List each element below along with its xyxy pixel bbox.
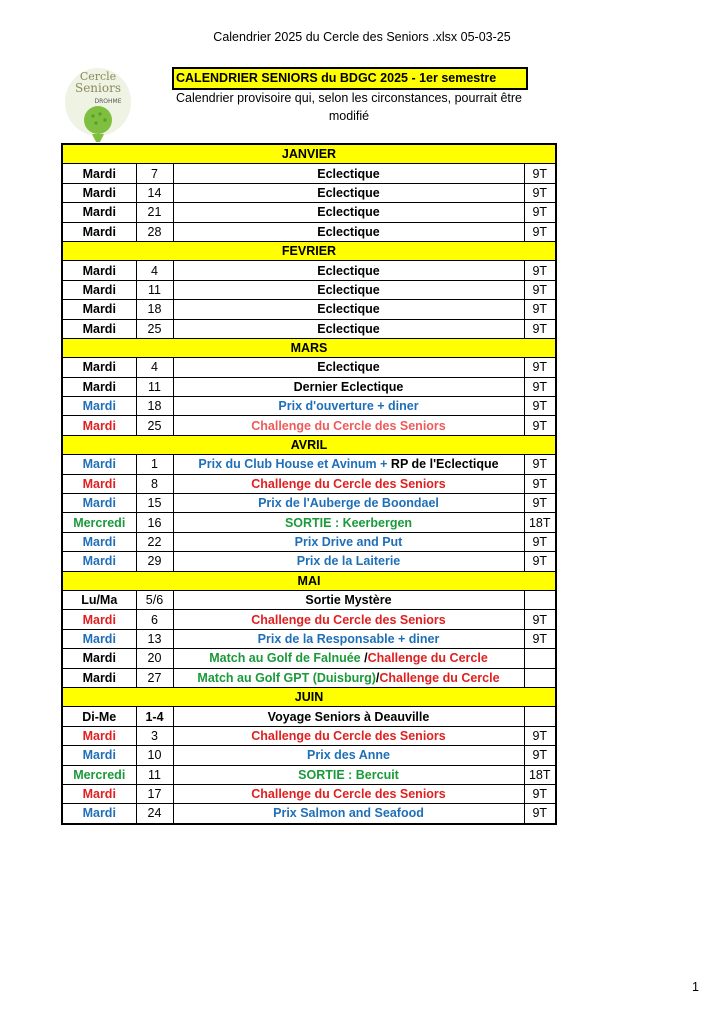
event-text-segment: Voyage Seniors à Deauville bbox=[267, 709, 430, 724]
event-day: Mardi bbox=[62, 280, 136, 299]
event-holes: 9T bbox=[524, 784, 556, 803]
event-date: 25 bbox=[136, 319, 173, 338]
event-holes: 9T bbox=[524, 358, 556, 377]
event-holes: 9T bbox=[524, 319, 556, 338]
cercle-des-seniors-logo bbox=[62, 62, 134, 144]
event-day: Mardi bbox=[62, 416, 136, 435]
event-text-segment: Eclectique bbox=[317, 302, 380, 317]
event-date: 11 bbox=[136, 377, 173, 396]
month-name: FEVRIER bbox=[62, 241, 556, 260]
event-name bbox=[173, 513, 524, 532]
event-text-segment: Prix Salmon and Seafood bbox=[273, 806, 424, 821]
svg-text:Seniors: Seniors bbox=[74, 81, 122, 95]
event-day: Mercredi bbox=[62, 765, 136, 784]
event-text-segment: Eclectique bbox=[317, 263, 380, 278]
event-name bbox=[173, 397, 524, 416]
event-text-segment: Match au Golf GPT (Duisburg) bbox=[197, 670, 376, 685]
event-row bbox=[62, 183, 556, 202]
event-name bbox=[173, 552, 524, 571]
event-day: Mardi bbox=[62, 784, 136, 803]
event-holes bbox=[524, 590, 556, 609]
event-row bbox=[62, 358, 556, 377]
month-header-row bbox=[62, 241, 556, 260]
event-date: 13 bbox=[136, 629, 173, 648]
event-date: 18 bbox=[136, 300, 173, 319]
event-date: 4 bbox=[136, 358, 173, 377]
event-row bbox=[62, 416, 556, 435]
event-row bbox=[62, 474, 556, 493]
event-holes: 18T bbox=[524, 765, 556, 784]
event-day: Mardi bbox=[62, 164, 136, 183]
event-text-segment: Eclectique bbox=[317, 185, 380, 200]
event-day: Mardi bbox=[62, 300, 136, 319]
event-name bbox=[173, 280, 524, 299]
event-holes bbox=[524, 649, 556, 668]
event-text-segment: Eclectique bbox=[317, 205, 380, 220]
event-holes: 9T bbox=[524, 183, 556, 202]
month-name: MAI bbox=[62, 571, 556, 590]
event-text-segment: Challenge du Cercle des Seniors bbox=[251, 476, 446, 491]
event-date: 28 bbox=[136, 222, 173, 241]
event-text-segment: Eclectique bbox=[317, 282, 380, 297]
event-text-segment: Challenge du Cercle bbox=[379, 670, 500, 685]
event-date: 1 bbox=[136, 455, 173, 474]
calendar-table bbox=[61, 143, 557, 825]
event-name bbox=[173, 183, 524, 202]
svg-text:DROHME: DROHME bbox=[94, 98, 122, 105]
event-text-segment: Prix de l'Auberge de Boondael bbox=[258, 496, 439, 511]
event-row bbox=[62, 726, 556, 745]
event-holes: 9T bbox=[524, 164, 556, 183]
event-day: Mardi bbox=[62, 261, 136, 280]
event-day: Mardi bbox=[62, 649, 136, 668]
event-text-segment: SORTIE : Keerbergen bbox=[284, 515, 413, 530]
event-date: 10 bbox=[136, 746, 173, 765]
page-number: 1 bbox=[692, 980, 699, 994]
event-holes: 9T bbox=[524, 222, 556, 241]
event-date: 4 bbox=[136, 261, 173, 280]
event-holes: 9T bbox=[524, 629, 556, 648]
event-name bbox=[173, 649, 524, 668]
event-holes: 9T bbox=[524, 377, 556, 396]
event-row bbox=[62, 707, 556, 726]
month-header-row bbox=[62, 687, 556, 706]
event-row bbox=[62, 765, 556, 784]
event-holes: 9T bbox=[524, 300, 556, 319]
event-holes: 9T bbox=[524, 746, 556, 765]
event-row bbox=[62, 629, 556, 648]
event-date: 6 bbox=[136, 610, 173, 629]
event-holes: 9T bbox=[524, 552, 556, 571]
event-holes: 9T bbox=[524, 474, 556, 493]
event-day: Mardi bbox=[62, 494, 136, 513]
event-text-segment: Challenge du Cercle bbox=[367, 651, 488, 666]
event-name bbox=[173, 319, 524, 338]
event-holes: 9T bbox=[524, 203, 556, 222]
event-date: 18 bbox=[136, 397, 173, 416]
event-text-segment: Prix des Anne bbox=[307, 748, 390, 763]
event-date: 11 bbox=[136, 765, 173, 784]
event-day: Mardi bbox=[62, 222, 136, 241]
event-row bbox=[62, 668, 556, 687]
event-name bbox=[173, 494, 524, 513]
event-name bbox=[173, 804, 524, 824]
event-text-segment: Prix du Club House et Avinum + bbox=[198, 457, 391, 472]
event-day: Lu/Ma bbox=[62, 590, 136, 609]
event-day: Di-Me bbox=[62, 707, 136, 726]
event-row bbox=[62, 590, 556, 609]
event-name bbox=[173, 164, 524, 183]
event-row bbox=[62, 784, 556, 803]
event-text-segment: Match au Golf de Falnuée bbox=[209, 651, 365, 666]
event-text-segment: Eclectique bbox=[317, 321, 380, 336]
event-name bbox=[173, 222, 524, 241]
event-date: 24 bbox=[136, 804, 173, 824]
event-text-segment: Prix de la Responsable + diner bbox=[257, 631, 440, 646]
event-holes: 9T bbox=[524, 494, 556, 513]
event-name bbox=[173, 532, 524, 551]
month-header-row bbox=[62, 338, 556, 357]
event-holes: 9T bbox=[524, 280, 556, 299]
event-text-segment: Challenge du Cercle des Seniors bbox=[251, 787, 446, 802]
event-date: 14 bbox=[136, 183, 173, 202]
event-text-segment: / bbox=[375, 670, 380, 685]
event-row bbox=[62, 494, 556, 513]
event-holes: 9T bbox=[524, 532, 556, 551]
event-day: Mardi bbox=[62, 552, 136, 571]
event-day: Mardi bbox=[62, 397, 136, 416]
event-day: Mardi bbox=[62, 474, 136, 493]
event-row bbox=[62, 455, 556, 474]
event-holes: 9T bbox=[524, 610, 556, 629]
event-day: Mardi bbox=[62, 455, 136, 474]
event-date: 17 bbox=[136, 784, 173, 803]
event-day: Mardi bbox=[62, 532, 136, 551]
month-name: JANVIER bbox=[62, 144, 556, 164]
event-text-segment: Dernier Eclectique bbox=[293, 379, 404, 394]
event-name bbox=[173, 707, 524, 726]
event-text-segment: Eclectique bbox=[317, 166, 380, 181]
event-holes: 9T bbox=[524, 726, 556, 745]
event-row bbox=[62, 222, 556, 241]
event-holes: 9T bbox=[524, 416, 556, 435]
event-day: Mardi bbox=[62, 203, 136, 222]
event-text-segment: Eclectique bbox=[317, 360, 380, 375]
event-row bbox=[62, 377, 556, 396]
event-name bbox=[173, 726, 524, 745]
event-name bbox=[173, 629, 524, 648]
event-name bbox=[173, 668, 524, 687]
svg-text:Cercle: Cercle bbox=[79, 70, 117, 83]
document-header: Calendrier 2025 du Cercle des Seniors .xlsx 05-03-25 bbox=[213, 30, 511, 44]
event-date: 22 bbox=[136, 532, 173, 551]
event-name bbox=[173, 590, 524, 609]
event-name bbox=[173, 377, 524, 396]
event-date: 29 bbox=[136, 552, 173, 571]
event-row bbox=[62, 532, 556, 551]
event-day: Mardi bbox=[62, 668, 136, 687]
event-date: 27 bbox=[136, 668, 173, 687]
event-row bbox=[62, 203, 556, 222]
event-day: Mardi bbox=[62, 746, 136, 765]
event-row bbox=[62, 513, 556, 532]
event-date: 11 bbox=[136, 280, 173, 299]
event-holes bbox=[524, 707, 556, 726]
event-name bbox=[173, 300, 524, 319]
event-row bbox=[62, 300, 556, 319]
event-holes: 18T bbox=[524, 513, 556, 532]
event-day: Mardi bbox=[62, 319, 136, 338]
event-text-segment: RP de l'Eclectique bbox=[390, 457, 499, 472]
event-name bbox=[173, 416, 524, 435]
event-date: 25 bbox=[136, 416, 173, 435]
event-name bbox=[173, 455, 524, 474]
event-row bbox=[62, 319, 556, 338]
event-name bbox=[173, 474, 524, 493]
event-date: 7 bbox=[136, 164, 173, 183]
event-row bbox=[62, 649, 556, 668]
month-name: MARS bbox=[62, 338, 556, 357]
event-row bbox=[62, 280, 556, 299]
event-name bbox=[173, 784, 524, 803]
event-text-segment: / bbox=[364, 651, 368, 666]
event-holes: 9T bbox=[524, 261, 556, 280]
event-text-segment: Challenge du Cercle des Seniors bbox=[251, 728, 446, 743]
event-date: 5/6 bbox=[136, 590, 173, 609]
event-date: 16 bbox=[136, 513, 173, 532]
month-name: JUIN bbox=[62, 687, 556, 706]
event-date: 8 bbox=[136, 474, 173, 493]
event-name bbox=[173, 203, 524, 222]
event-name bbox=[173, 358, 524, 377]
event-text-segment: Prix de la Laiterie bbox=[296, 554, 401, 569]
event-row bbox=[62, 746, 556, 765]
event-day: Mardi bbox=[62, 183, 136, 202]
event-day: Mardi bbox=[62, 804, 136, 824]
event-date: 20 bbox=[136, 649, 173, 668]
event-date: 21 bbox=[136, 203, 173, 222]
event-text-segment: Eclectique bbox=[317, 224, 380, 239]
event-day: Mardi bbox=[62, 726, 136, 745]
event-text-segment: Prix d'ouverture + diner bbox=[278, 399, 419, 414]
calendar-subtitle: Calendrier provisoire qui, selon les circonstances, pourrait être modifié bbox=[176, 91, 522, 123]
event-holes bbox=[524, 668, 556, 687]
event-text-segment: Prix Drive and Put bbox=[294, 535, 403, 549]
month-header-row bbox=[62, 144, 556, 164]
event-text-segment: Sortie Mystère bbox=[305, 593, 392, 608]
event-holes: 9T bbox=[524, 455, 556, 474]
event-row bbox=[62, 397, 556, 416]
event-day: Mardi bbox=[62, 358, 136, 377]
event-day: Mardi bbox=[62, 377, 136, 396]
event-row bbox=[62, 261, 556, 280]
event-name bbox=[173, 765, 524, 784]
month-name: AVRIL bbox=[62, 435, 556, 454]
month-header-row bbox=[62, 571, 556, 590]
event-row bbox=[62, 164, 556, 183]
month-header-row bbox=[62, 435, 556, 454]
event-date: 15 bbox=[136, 494, 173, 513]
event-text-segment: Challenge du Cercle des Seniors bbox=[251, 418, 446, 433]
event-name bbox=[173, 610, 524, 629]
event-row bbox=[62, 804, 556, 824]
event-day: Mercredi bbox=[62, 513, 136, 532]
calendar-title: CALENDRIER SENIORS du BDGC 2025 - 1er semestre bbox=[172, 67, 528, 90]
event-day: Mardi bbox=[62, 610, 136, 629]
event-row bbox=[62, 610, 556, 629]
event-holes: 9T bbox=[524, 397, 556, 416]
event-date: 1-4 bbox=[136, 707, 173, 726]
event-day: Mardi bbox=[62, 629, 136, 648]
event-date: 3 bbox=[136, 726, 173, 745]
event-text-segment: Challenge du Cercle des Seniors bbox=[251, 612, 446, 627]
event-holes: 9T bbox=[524, 804, 556, 824]
event-row bbox=[62, 552, 556, 571]
event-name bbox=[173, 746, 524, 765]
event-text-segment: SORTIE : Bercuit bbox=[298, 767, 399, 782]
event-name bbox=[173, 261, 524, 280]
